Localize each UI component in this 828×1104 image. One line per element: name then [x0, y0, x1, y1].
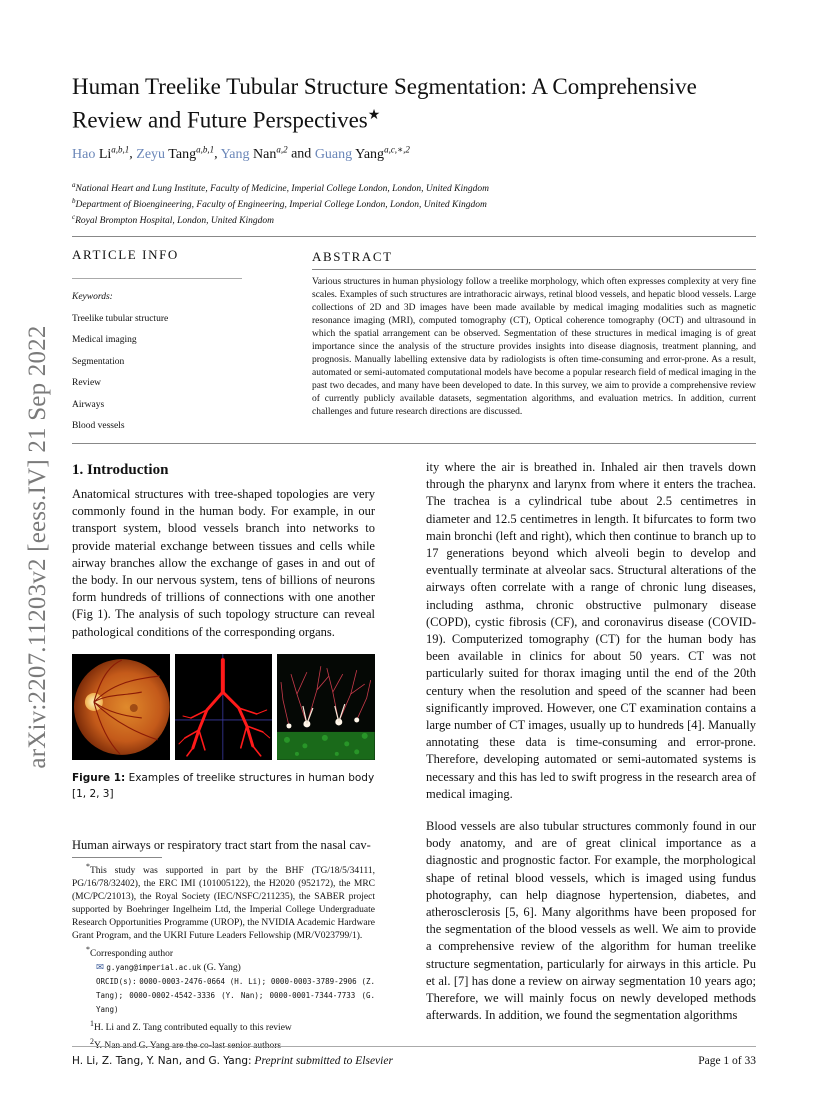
affiliation: $^b$Department of Bioengineering, Faculty of Engineering, Imperial College London, London, United Kingdom	[72, 197, 487, 211]
header-rule	[72, 236, 756, 237]
email-footnote: ✉ g.yang@imperial.ac.uk (G. Yang)	[96, 963, 241, 974]
footer-citation: H. Li, Z. Tang, Y. Nan, and G. Yang: Preprint submitted to Elsevier	[72, 1055, 393, 1067]
funding-footnote: *This study was supported in part by the BHF (TG/18/5/34111, PG/16/78/32402), the ERC IMI (101005122), the H2020 (952172), the MRC (MC/PC/21013), the Royal Society (IEC/NSFC/211235), the SABER project supported by Boehringer Ingelheim Ltd, the Imperial College Undergraduate Research Opportunities Programme (UROP), the NVIDIA Academic Hardware Grant Program, and the UKRI Future Leaders Fellowship (MR/V023799/1).	[72, 862, 375, 942]
page-number: Page 1 of 33	[698, 1055, 756, 1067]
figure-caption: Figure 1: Examples of treelike structures in human body [1, 2, 3]	[72, 772, 375, 800]
airway-segmentation-image	[175, 654, 273, 760]
title-line-1: Human Treelike Tubular Structure Segmentation: A Comprehensive	[72, 74, 697, 99]
keyword: Blood vessels	[72, 421, 125, 431]
keyword: Treelike tubular structure	[72, 314, 169, 324]
footnote-rule	[72, 857, 162, 858]
email-link[interactable]: g.yang@imperial.ac.uk	[106, 963, 202, 973]
article-info-heading: ARTICLE INFO	[72, 247, 179, 262]
author[interactable]: Hao Li$^{a,b,1}$	[72, 144, 130, 162]
keywords-label: Keywords:	[72, 292, 113, 302]
footer-rule	[72, 1046, 756, 1047]
author[interactable]: Guang Yang$^{a,c,∗,2}$	[314, 144, 410, 162]
title-star: ★	[367, 108, 381, 123]
author[interactable]: Yang Nan$^{a,2}$	[220, 144, 288, 162]
footnotes	[72, 860, 375, 1054]
footnote-2: 2	[90, 1037, 94, 1047]
orcid-footnote: ORCID(s): 0000-0003-2476-0664 (H. Li); 0000-0003-3789-2906 (Z. Tang); 0000-0002-4542-3336 (Y. Nan); 0000-0001-7344-7733 (G. Yang)	[96, 977, 375, 1015]
neuron-network-image	[277, 654, 375, 760]
figure-1	[72, 654, 375, 760]
intro-right-paragraph-1: ity where the air is breathed in. Inhaled air then travels down through the pharynx and larynx from where it enters the trachea. The trachea is a cylindrical tube about 2.5 centimetres in diameter and 12.5 centimetres in length. It bifurcates to form two main bronchi (left and right), which then continue to branch up to 17 generations beyond which alveoli begin to develop and eventually terminate at alveolar sacs. Structural alterations of the airways often correlate with a range of chronic lung diseases, including asthma, chronic obstructive pulmonary disease (COPD), cystic fibrosis (CF), and coronavirus disease (COVID-19). Computerized tomography (CT) for the human body has been available in clinics for about 50 years. CT was not particularly suited for thorax imaging until the end of the 20th century when the resolution and speed of the scanner had been significantly improved. However, one CT examination contains a large number of CT images, usually up to hundreds [4]. Manually annotating these data is time-consuming and error-prone. Therefore, developing automated or semi-automated systems is necessary and this has led to swift progress in the research area of medical imaging.	[426, 460, 756, 801]
envelope-icon: ✉	[96, 963, 104, 974]
abstract-heading: ABSTRACT	[312, 249, 393, 264]
section-heading: 1. Introduction	[72, 462, 169, 478]
intro-paragraph-start: Human airways or respiratory tract start from the nasal cav-	[72, 838, 371, 852]
keyword: Segmentation	[72, 357, 125, 367]
intro-paragraph: Anatomical structures with tree-shaped topologies are very commonly found in the human body. For example, in our transport system, blood vessels branch into networks to provide material exchange between tissues and cells while airway branches allow the exchange of gases in and out of the body. In our nervous system, tens of billions of neurons form hundreds of trillions of connections with one another (Fig 1). The analysis of such topology structure can reveal pathological conditions of the corresponding organs.	[72, 487, 375, 639]
footnote-1: $^1$H. Li and Z. Tang contributed equally to this review	[90, 1019, 292, 1034]
affiliation: $^a$National Heart and Lung Institute, Faculty of Medicine, Imperial College London, London, United Kingdom	[72, 181, 489, 195]
paper-title	[72, 72, 772, 135]
intro-right-paragraph-2: Blood vessels are also tubular structures commonly found in our body anatomy, and are of great clinical importance as a diagnostic and prognostic factor. For example, the morphological shape of retinal blood vessels, which is imaged using fundus photography, can help diagnose hypertension, diabetes, and atherosclerosis [5, 6]. Many algorithms have been proposed for the segmentation of the blood vessels as well. We aim to provide a comprehensive review of the algorithm for human treelike structure segmentation, particularly for airways in this article. Pu et al. [7] has done a review on airway segmentation 10 years ago; Therefore, we will mainly focus on newly developed methods afterwards. In addition, we found the segmentation algorithms	[426, 819, 756, 1023]
affiliation: $^c$Royal Brompton Hospital, London, United Kingdom	[72, 213, 274, 227]
title-line-2: Review and Future Perspectives	[72, 107, 368, 133]
keyword: Medical imaging	[72, 335, 137, 345]
abstract-bottom-rule	[72, 443, 756, 444]
keyword: Airways	[72, 400, 105, 410]
abstract-text: Various structures in human physiology follow a treelike morphology, which often expresses complexity at very fine scales. Examples of such structures are intrathoracic airways, retinal blood vessels, and hepatic blood vessels. Large collections of 2D and 3D images have been made available by medical imaging modalities such as magnetic resonance imaging (MRI), computed tomography (CT), Optical coherence tomography (OCT) and ultrasound in which the spatial arrangement can be observed. Segmentation of these structures in medical imaging is of great importance since the analysis of the structure provides insights into disease diagnosis, treatment planning, and prognosis. Manually labelling extensive data by radiologists is often time-consuming and error-prone. As a result, automated or semi-automated computational models have become a popular research field of medical imaging in the past two decades, and many have been developed to date. In this survey, we aim to provide a comprehensive review of currently publicly available datasets, segmentation algorithms, and evaluation metrics. In addition, current challenges and future research directions are discussed.	[312, 277, 756, 417]
corresponding-footnote: *Corresponding author	[86, 945, 174, 960]
article-info-rule	[72, 278, 242, 279]
fundus-image	[72, 654, 170, 760]
arxiv-id: arXiv:2207.11203v2 [eess.IV] 21 Sep 2022	[24, 325, 51, 769]
author-list: Hao Li$^{a,b,1}$, Zeyu Tang$^{a,b,1}$, Yang Nan$^{a,2}$ and Guang Yang$^{a,c,∗,2}$	[72, 144, 410, 162]
arxiv-sidebar	[24, 292, 51, 802]
authors-and: and	[291, 146, 312, 162]
abstract-rule	[312, 269, 756, 270]
keyword: Review	[72, 378, 102, 388]
author[interactable]: Zeyu Tang$^{a,b,1}$	[136, 144, 215, 162]
